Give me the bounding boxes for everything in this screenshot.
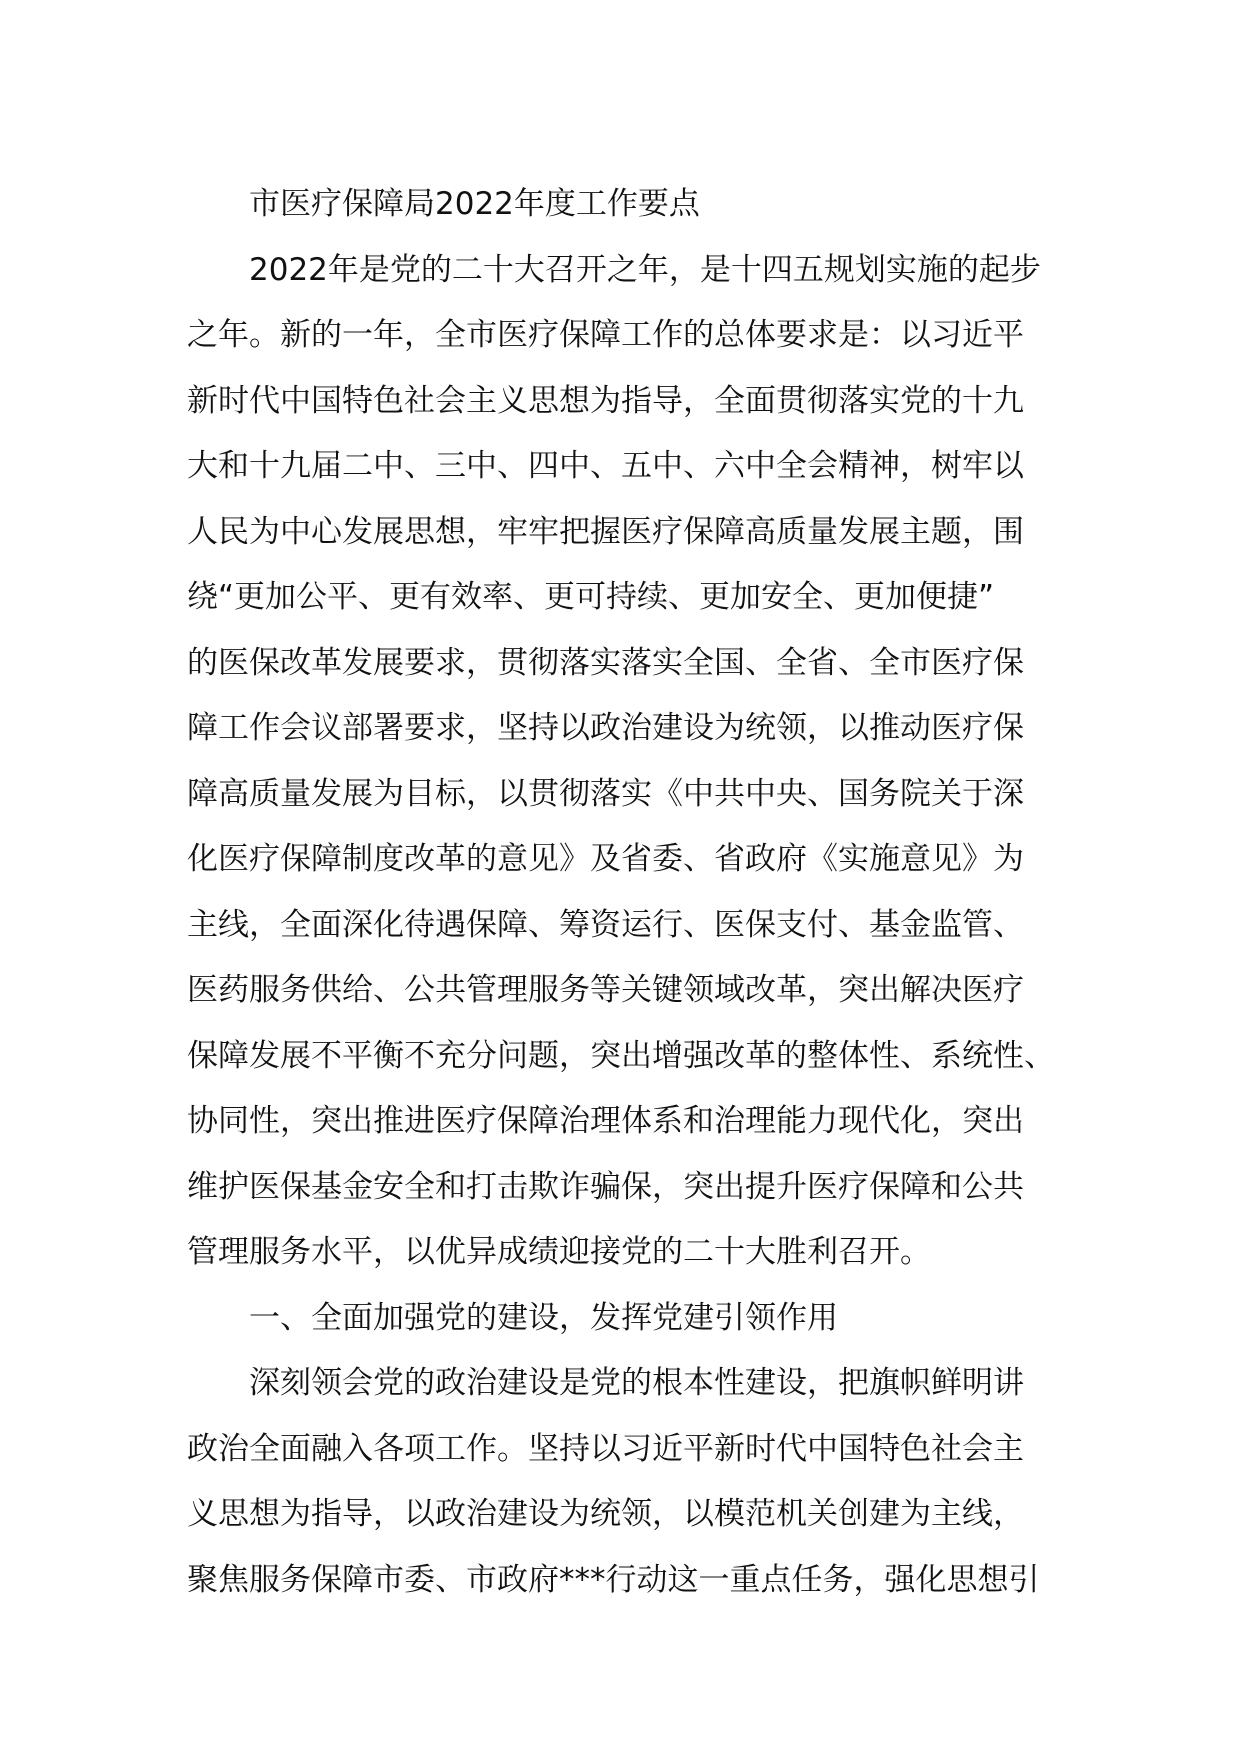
intro-line-4: 大和十九届二中、三中、四中、五中、六中全会精神，树牢以	[187, 448, 1024, 484]
section-line-2: 政治全面融入各项工作。坚持以习近平新时代中国特色社会主	[187, 1430, 1024, 1467]
intro-line-9: 障高质量发展为目标，以贯彻落实《中共中央、国务院关于深	[187, 775, 1024, 812]
intro-line-8: 障工作会议部署要求，坚持以政治建设为统领，以推动医疗保	[187, 710, 1024, 746]
intro-line-5: 人民为中心发展思想，牢牢把握医疗保障高质量发展主题，围	[187, 513, 1024, 550]
intro-line-1: 2022年是党的二十大召开之年，是十四五规划实施的起步	[249, 251, 1041, 288]
intro-line-11: 主线，全面深化待遇保障、筹资运行、医保支付、基金监管、	[187, 906, 1024, 943]
section-line-3: 义思想为指导，以政治建设为统领，以模范机关创建为主线，	[187, 1496, 1024, 1532]
intro-line-6: 绕“更加公平、更有效率、更可持续、更加安全、更加便捷”	[187, 579, 995, 615]
intro-line-7: 的医保改革发展要求，贯彻落实落实全国、全省、全市医疗保	[187, 644, 1024, 681]
intro-line-12: 医药服务供给、公共管理服务等关键领域改革，突出解决医疗	[187, 972, 1024, 1008]
intro-line-15: 维护医保基金安全和打击欺诈骗保，突出提升医疗保障和公共	[187, 1168, 1024, 1205]
section-heading: 一、全面加强党的建设，发挥党建引领作用	[249, 1299, 838, 1336]
intro-line-13: 保障发展不平衡不充分问题，突出增强改革的整体性、系统性、	[187, 1037, 1055, 1074]
intro-line-2: 之年。新的一年，全市医疗保障工作的总体要求是：以习近平	[187, 317, 1024, 353]
intro-line-3: 新时代中国特色社会主义思想为指导，全面贯彻落实党的十九	[187, 382, 1024, 419]
section-line-4: 聚焦服务保障市委、市政府***行动这一重点任务，强化思想引	[187, 1561, 1040, 1598]
intro-line-10: 化医疗保障制度改革的意见》及省委、省政府《实施意见》为	[187, 841, 1024, 877]
document-body	[187, 172, 1067, 1613]
intro-line-16: 管理服务水平，以优异成绩迎接党的二十大胜利召开。	[187, 1234, 931, 1270]
intro-line-14: 协同性，突出推进医疗保障治理体系和治理能力现代化，突出	[187, 1103, 1024, 1139]
section-line-1: 深刻领会党的政治建设是党的根本性建设，把旗帜鲜明讲	[249, 1365, 1024, 1401]
document-title: 市医疗保障局2022年度工作要点	[249, 186, 700, 222]
